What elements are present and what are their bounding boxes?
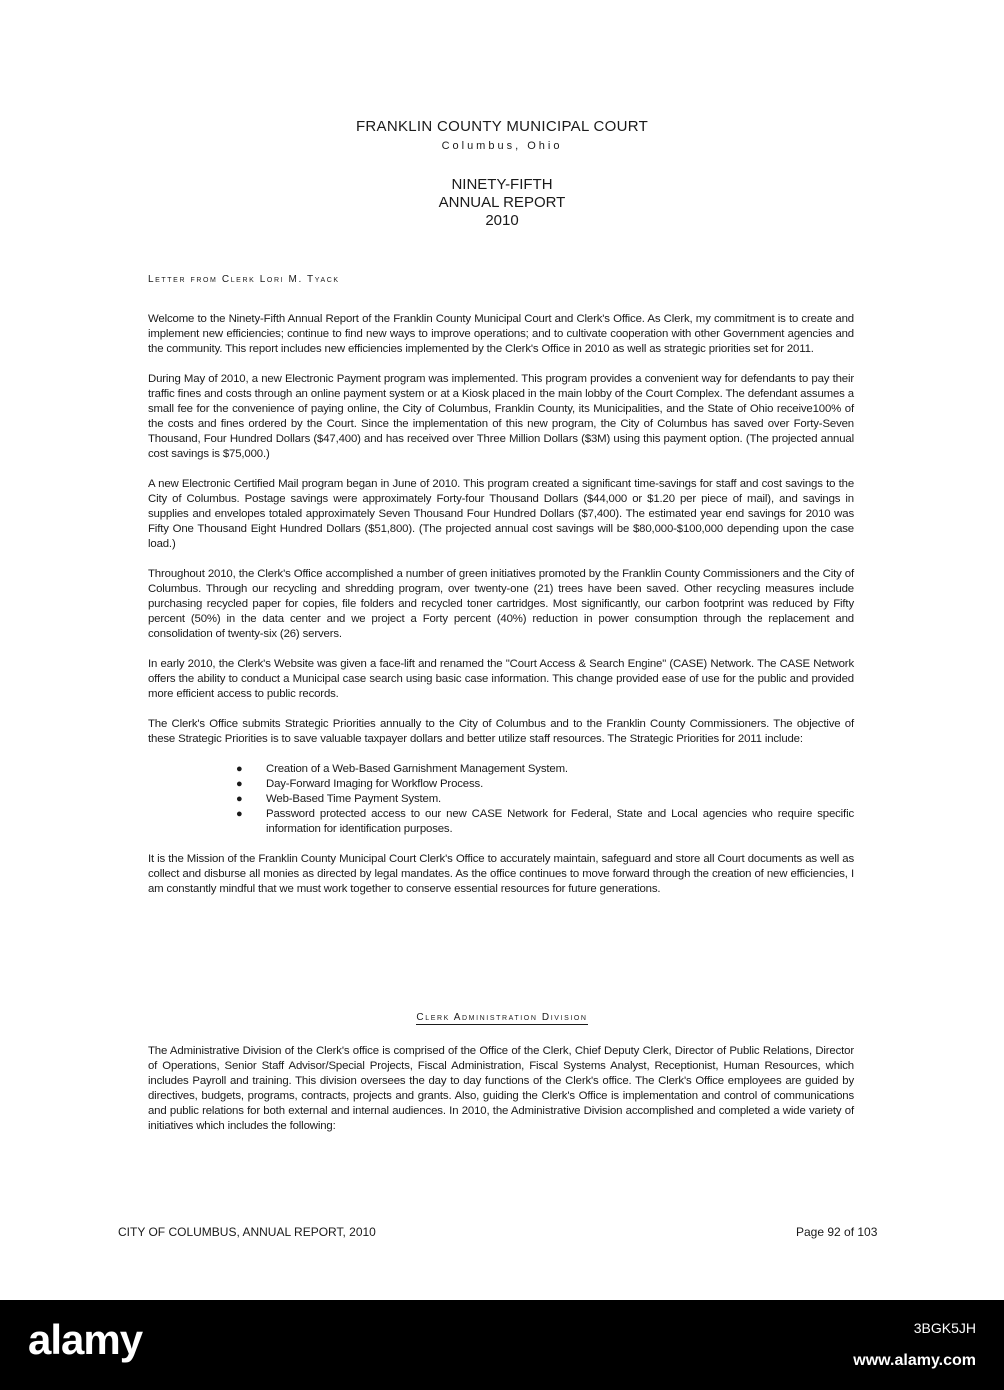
paragraph: In early 2010, the Clerk's Website was given a face-lift and renamed the "Court Access & Search Engine" (CASE) Network. The CASE Network offers the ability to conduct a Municipal case search using basic case information. This change provided ease of use for the public and provided more efficient access to public records. xyxy=(148,658,854,700)
report-title-line1: NINETY-FIFTH xyxy=(451,176,553,193)
section-heading xyxy=(0,1012,1004,1023)
report-title-line2: ANNUAL REPORT xyxy=(438,194,566,211)
list-item-text: Day-Forward Imaging for Workflow Process. xyxy=(266,778,484,790)
paragraph: Welcome to the Ninety-Fifth Annual Report of the Franklin County Municipal Court and Clerk's Office. As Clerk, my commitment is to create and implement new efficiencies; continue to find new ways to improve operations; and to cultivate cooperation with other Government agencies and the community. This report includes new efficiencies implemented by the Clerk's Office in 2010 as well as strategic priorities set for 2011. xyxy=(148,313,854,355)
bullet-icon: ● xyxy=(236,778,243,790)
paragraph: During May of 2010, a new Electronic Payment program was implemented. This program provides a convenient way for defendants to pay their traffic fines and costs through an online payment system or at a Kiosk placed in the main lobby of the Court Complex. The defendant assumes a small fee for the convenience of paying online, the City of Columbus, Franklin County, its Municipalities, and the State of Ohio receive100% of the costs and fines ordered by the Court. Since the implementation of this new program, the City of Columbus has saved over Forty-Seven Thousand, Four Hundred Dollars ($47,400) and has received over Three Million Dollars ($3M) using this payment option. (The projected annual cost savings is $75,000.) xyxy=(148,373,854,460)
admin-paragraph: The Administrative Division of the Clerk's office is comprised of the Office of the Clerk, Chief Deputy Clerk, Director of Public Relations, Director of Operations, Senior Staff Advisor/Special Projects, Fiscal Administration, Fiscal Systems Analyst, Receptionist, Human Resources, which includes Payroll and training. This division oversees the day to day functions of the Clerk's office. The Clerk's Office employees are guided by directives, budgets, programs, contracts, projects and grants. Also, guiding the Clerk's Office is implementation and control of communications and public relations for both external and internal audiences. In 2010, the Administrative Division accomplished and completed a wide variety of initiatives which includes the following: xyxy=(148,1045,854,1132)
bullet-icon: ● xyxy=(236,793,243,805)
list-item-text: Password protected access to our new CASE Network for Federal, State and Local agencies who require specific information for identification purposes. xyxy=(266,808,854,835)
letter-heading: Letter from Clerk Lori M. Tyack xyxy=(148,274,340,285)
court-name: FRANKLIN COUNTY MUNICIPAL COURT xyxy=(355,118,649,135)
city-line: Columbus, Ohio xyxy=(441,140,563,152)
list-item-text: Creation of a Web-Based Garnishment Management System. xyxy=(266,763,568,775)
letter-body xyxy=(148,312,854,912)
alamy-logo: alamy xyxy=(28,1316,143,1363)
report-year: 2010 xyxy=(485,212,519,229)
paragraph: A new Electronic Certified Mail program began in June of 2010. This program created a significant time-savings for staff and cost savings to the City of Columbus. Postage savings were approximately Forty-four Thousand Dollars ($44,000 or $1.20 per piece of mail), and savings in supplies and envelopes totaled approximately Seven Thousand Four Hundred Dollars ($7,400). The estimated year end savings for 2010 was Fifty One Thousand Eight Hundred Dollars ($51,800). (The projected annual cost savings will be $80,000-$100,000 depending upon the case load.) xyxy=(148,478,854,550)
page-number: Page 92 of 103 xyxy=(796,1225,878,1239)
paragraph: The Clerk's Office submits Strategic Priorities annually to the City of Columbus and to the Franklin County Commissioners. The objective of these Strategic Priorities is to save valuable taxpayer dollars and better utilize staff resources. The Strategic Priorities for 2011 include: xyxy=(148,718,854,745)
list-item xyxy=(236,777,854,792)
footer-left: CITY OF COLUMBUS, ANNUAL REPORT, 2010 xyxy=(118,1225,376,1239)
bullet-icon: ● xyxy=(236,808,243,820)
priorities-list xyxy=(148,762,854,837)
site-url: www.alamy.com xyxy=(853,1352,976,1369)
section-heading-text: Clerk Administration Division xyxy=(416,1012,588,1023)
bullet-icon: ● xyxy=(236,763,243,775)
list-item xyxy=(236,792,854,807)
watermark-banner xyxy=(0,1300,1004,1390)
closing-paragraph: It is the Mission of the Franklin County Municipal Court Clerk's Office to accurately maintain, safeguard and store all Court documents as well as collect and disburse all monies as directed by legal mandates. As the office continues to move forward through the creation of new efficiencies, I am constantly mindful that we must work together to conserve essential resources for future generations. xyxy=(148,853,854,895)
paragraph: Throughout 2010, the Clerk's Office accomplished a number of green initiatives promoted by the Franklin County Commissioners and the City of Columbus. Through our recycling and shredding program, over twenty-one (21) trees have been saved. Other recycling measures include purchasing recycled paper for copies, file folders and recycled toner cartridges. Most significantly, our carbon footprint was reduced by Fifty percent (50%) in the data center and we project a Forty percent (40%) reduction in power consumption through the replacement and consolidation of twenty-six (26) servers. xyxy=(148,568,854,640)
report-title xyxy=(0,176,1004,230)
image-id: 3BGK5JH xyxy=(913,1320,976,1336)
list-item-text: Web-Based Time Payment System. xyxy=(266,793,442,805)
list-item xyxy=(236,807,854,837)
list-item xyxy=(236,762,854,777)
